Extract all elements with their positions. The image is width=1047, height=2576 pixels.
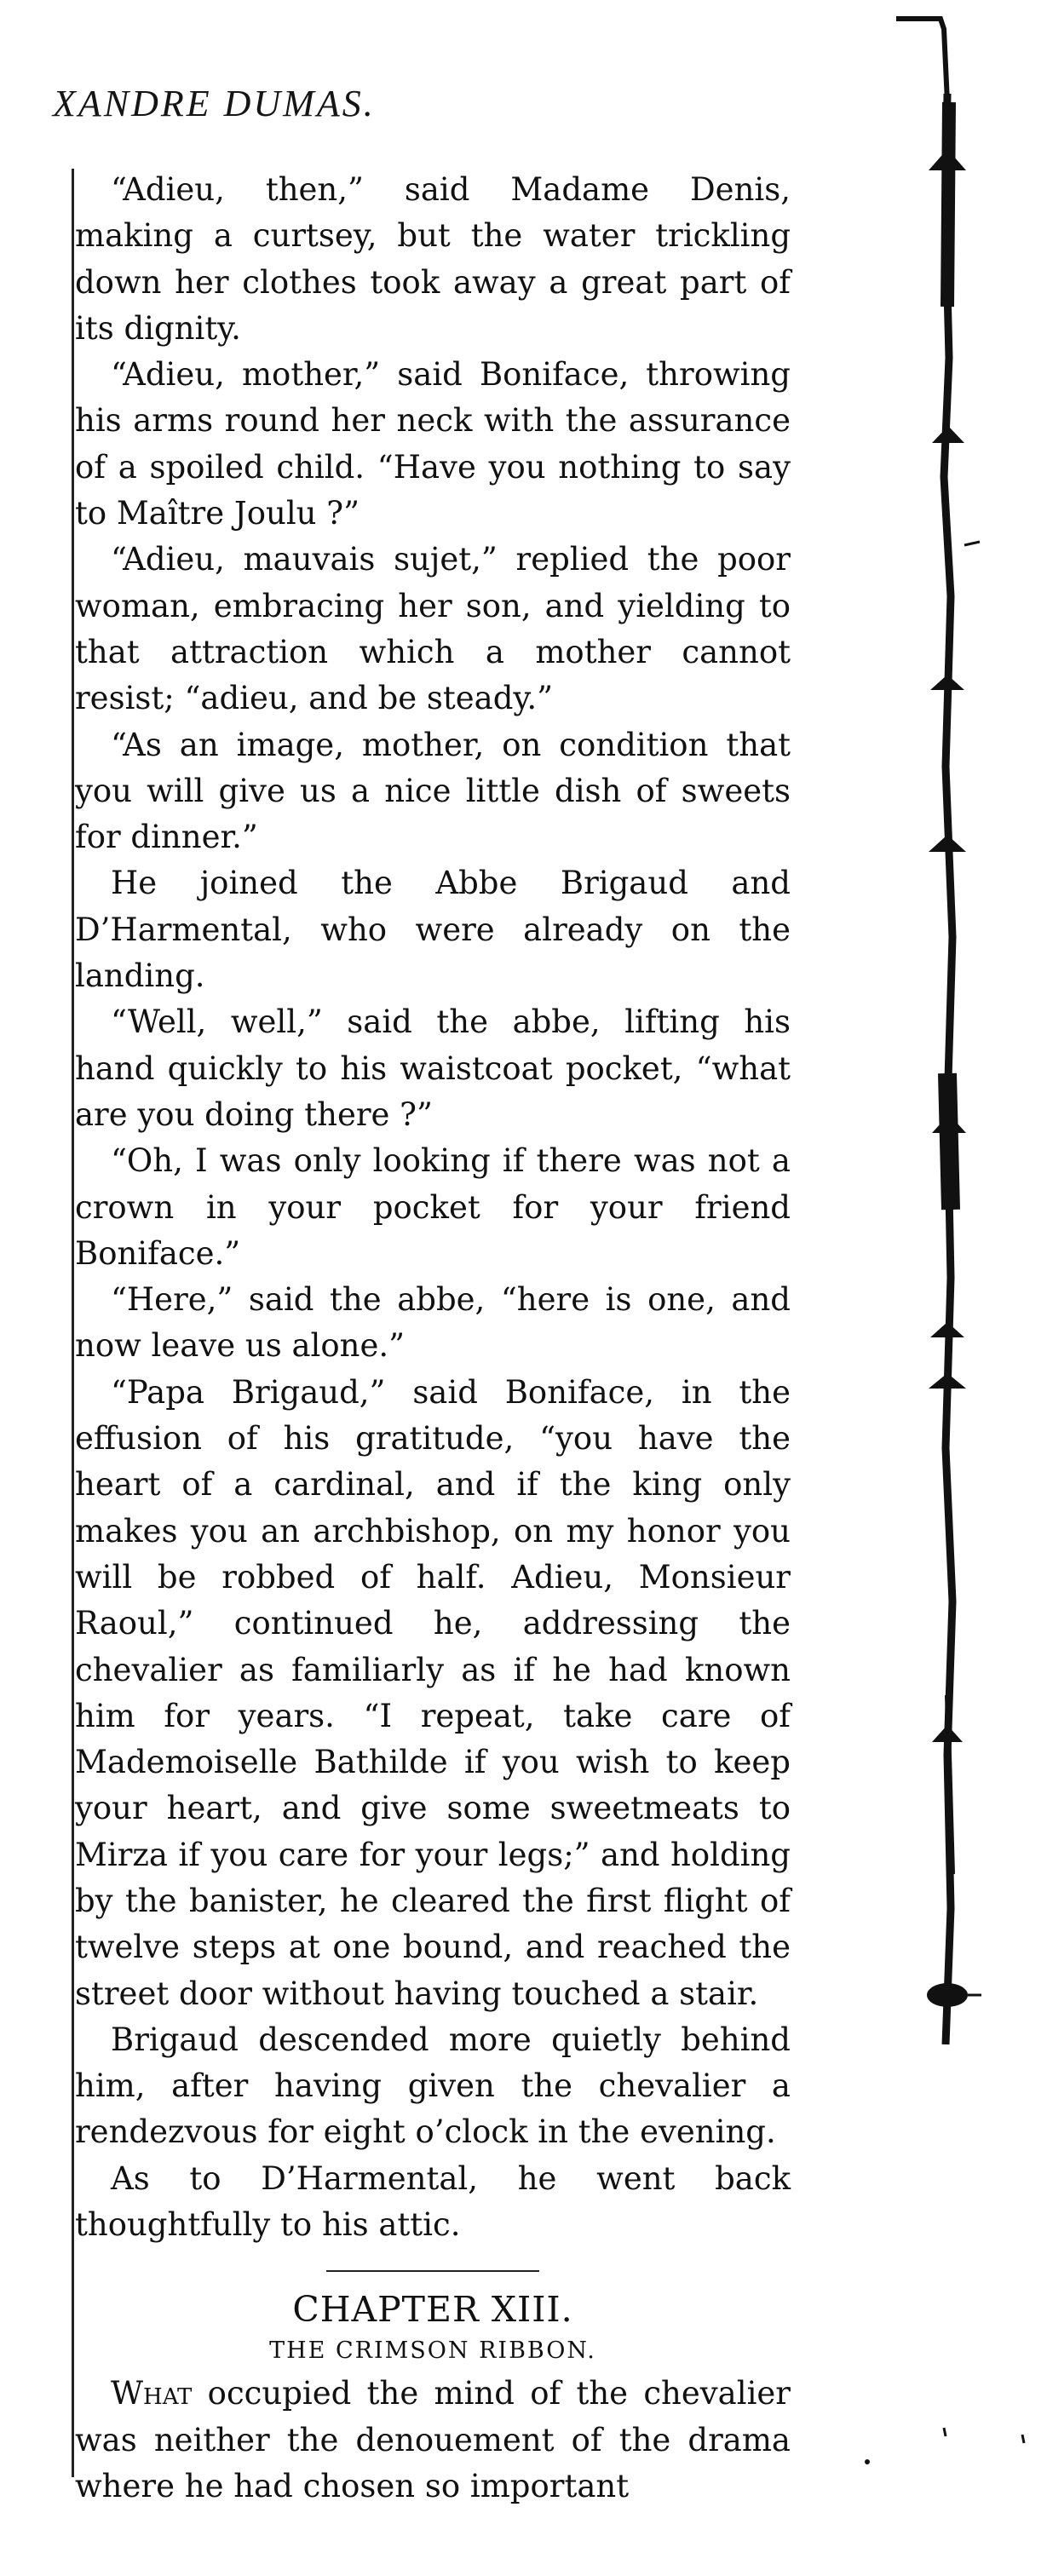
- text-column: [75, 167, 791, 2510]
- paragraph: “Here,” said the abbe, “here is one, and now leave us alone.”: [75, 1281, 791, 1365]
- paragraph: “Well, well,” said the abbe, lifting his hand quickly to his waistcoat pocket, “what are you doing there ?”: [75, 1003, 791, 1133]
- paragraph: “Oh, I was only looking if there was not a crown in your pocket for your friend Boniface.”: [75, 1142, 791, 1272]
- left-margin-rule: [72, 169, 74, 2477]
- paragraph: “Papa Brigaud,” said Boniface, in the effusion of his gratitude, “you have the heart of a cardinal, and if the king only makes you an archbishop, on my honor you will be robbed of half. Adieu, Monsieur Raoul,” continued he, addressing the chevalier as familiarly as if he had known him for years. “I repeat, take care of Mademoiselle Bathilde if you wish to keep your heart, and give some sweetmeats to Mirza if you care for your legs;” and holding by the banister, he cleared the first flight of twelve steps at one bound, and reached the street door without having touched a stair.: [75, 1373, 791, 2012]
- chapter-title: CHAPTER XIII.: [292, 2289, 573, 2331]
- paragraph: “As an image, mother, on condition that you will give us a nice little dish of sweets for dinner.”: [75, 726, 791, 856]
- running-head: XANDRE DUMAS.: [53, 83, 376, 124]
- paragraph: “Adieu, mauvais sujet,” replied the poor woman, embracing her son, and yielding to that attraction which a mother cannot resist; “adieu, and be steady.”: [75, 541, 791, 717]
- chapter-subtitle: THE CRIMSON RIBBON.: [269, 2337, 596, 2365]
- paragraph: Brigaud descended more quietly behind him, after having given the chevalier a rendezvous for eight o’clock in the evening.: [75, 2021, 791, 2151]
- chapter-divider: [326, 2270, 539, 2272]
- chapter-heading: [75, 2270, 791, 2371]
- paragraph: He joined the Abbe Brigaud and D’Harmental, who were already on the landing.: [75, 865, 791, 995]
- opening-word: What: [111, 2375, 193, 2412]
- paragraph: “Adieu, mother,” said Boniface, throwing his arms round her neck with the assurance of a spoiled child. “Have you nothing to say to Maître Joulu ?”: [75, 356, 791, 532]
- paragraph: “Adieu, then,” said Madame Denis, making a curtsey, but the water trickling down her clothes took away a great part of its dignity.: [75, 171, 791, 347]
- opening-text: occupied the mind of the chevalier was neither the denouement of the drama where he had chosen so important: [75, 2375, 791, 2504]
- binding-edge: [852, 0, 1047, 2576]
- paragraph: As to D’Harmental, he went back thoughtfully to his attic.: [75, 2159, 791, 2244]
- chapter-opening-paragraph: [75, 2371, 791, 2510]
